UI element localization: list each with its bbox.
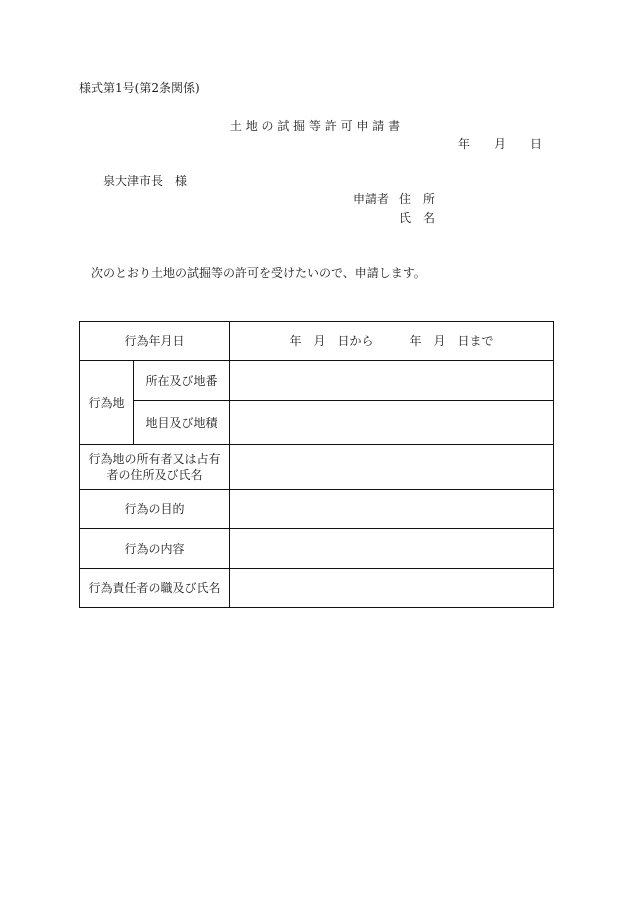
responsible-label: 行為責任者の職及び氏名	[80, 569, 230, 608]
purpose-value-cell	[230, 490, 554, 529]
table-row-content	[80, 529, 554, 569]
table-row-responsible	[80, 569, 554, 608]
addressee-name: 泉大津市長	[103, 174, 164, 188]
site-category-value-cell	[230, 401, 554, 445]
table-row-site-location	[80, 361, 554, 401]
site-category-label: 地目及び地積	[134, 401, 230, 445]
document-title: 土 地 の 試 掘 等 許 可 申 請 書	[229, 119, 401, 133]
site-label: 行為地	[80, 361, 134, 445]
application-table	[79, 321, 554, 608]
owner-value-cell	[230, 445, 554, 490]
site-location-value-cell	[230, 361, 554, 401]
content-label: 行為の内容	[80, 529, 230, 569]
addressee-honorific: 様	[175, 174, 188, 188]
purpose-label: 行為の目的	[80, 490, 230, 529]
date-line: 年 月 日	[458, 137, 543, 151]
table-row-owner	[80, 445, 554, 490]
intro-text: 次のとおり土地の試掘等の許可を受けたいので、申請します。	[91, 266, 426, 280]
applicant-name-label: 氏 名	[399, 211, 436, 225]
table-row-period	[80, 322, 554, 361]
addressee-spacer	[163, 174, 175, 188]
owner-label-line-2: 者の住所及び氏名	[106, 468, 203, 482]
applicant-address-label: 住 所	[399, 192, 436, 206]
addressee	[103, 174, 187, 188]
responsible-value-cell	[230, 569, 554, 608]
owner-label-line-1: 行為地の所有者又は占有	[88, 452, 221, 466]
applicant-label: 申請者	[353, 192, 390, 206]
period-label: 行為年月日	[80, 322, 230, 361]
content-value-cell	[230, 529, 554, 569]
period-value: 年 月 日から 年 月 日まで	[230, 322, 554, 361]
table-row-site-category	[80, 401, 554, 445]
table-row-purpose	[80, 490, 554, 529]
site-location-label: 所在及び地番	[134, 361, 230, 401]
form-number: 様式第1号(第2条関係)	[79, 81, 200, 95]
owner-label	[80, 445, 230, 490]
